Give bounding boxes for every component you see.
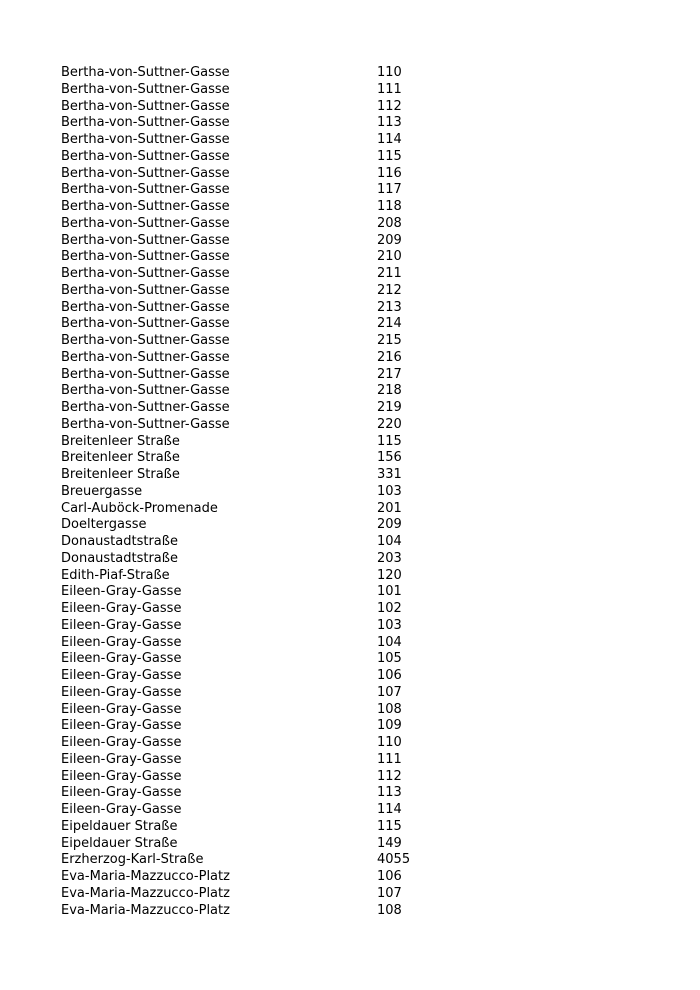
list-item [61,769,481,786]
street-name: Eileen-Gray-Gasse [61,601,182,616]
list-item [61,752,481,769]
list-item [61,852,481,869]
house-number: 111 [377,81,402,97]
list-item [61,568,481,585]
list-item [61,501,481,518]
list-item [61,869,481,886]
street-name: Eileen-Gray-Gasse [61,668,182,683]
street-name: Eileen-Gray-Gasse [61,684,182,700]
house-number: 112 [377,768,402,784]
list-item [61,450,481,467]
list-item [61,484,481,501]
house-number: 117 [377,182,402,198]
house-number: 115 [377,818,402,834]
house-number: 209 [377,232,402,248]
house-number: 111 [377,751,402,767]
street-name: Eva-Maria-Mazzucco-Platz [61,869,230,884]
street-name: Bertha-von-Suttner-Gasse [61,282,230,298]
list-item [61,601,481,618]
house-number: 105 [377,651,402,667]
street-name: Eileen-Gray-Gasse [61,768,182,784]
list-item [61,316,481,333]
house-number: 106 [377,668,402,683]
list-item [61,517,481,534]
street-name: Bertha-von-Suttner-Gasse [61,266,230,281]
street-name: Bertha-von-Suttner-Gasse [61,333,230,348]
list-item [61,400,481,417]
street-name: Bertha-von-Suttner-Gasse [61,182,230,198]
street-name: Carl-Auböck-Promenade [61,500,218,516]
house-number: 220 [377,416,402,432]
street-name: Eipeldauer Straße [61,818,178,834]
list-item [61,618,481,635]
street-name: Bertha-von-Suttner-Gasse [61,316,230,332]
street-name: Eileen-Gray-Gasse [61,718,182,734]
list-item [61,702,481,719]
list-item [61,886,481,903]
list-item [61,350,481,367]
list-item [61,467,481,484]
street-name: Bertha-von-Suttner-Gasse [61,115,230,131]
list-item [61,651,481,668]
list-item [61,333,481,350]
house-number: 116 [377,165,402,181]
street-name: Bertha-von-Suttner-Gasse [61,249,230,265]
list-item [61,836,481,853]
list-item [61,434,481,451]
list-item [61,668,481,685]
street-name: Bertha-von-Suttner-Gasse [61,148,230,164]
house-number: 203 [377,550,402,566]
street-name: Eva-Maria-Mazzucco-Platz [61,885,230,901]
house-number: 211 [377,266,402,281]
house-number: 108 [377,902,402,918]
list-item [61,166,481,183]
street-name: Bertha-von-Suttner-Gasse [61,98,230,114]
house-number: 213 [377,299,402,315]
house-number: 113 [377,785,402,801]
street-name: Edith-Piaf-Straße [61,567,170,583]
list-item [61,82,481,99]
house-number: 210 [377,249,402,265]
street-name: Bertha-von-Suttner-Gasse [61,349,230,365]
street-name: Bertha-von-Suttner-Gasse [61,299,230,315]
list-item [61,199,481,216]
street-name: Eileen-Gray-Gasse [61,785,182,801]
list-item [61,149,481,166]
house-number: 115 [377,433,402,449]
street-name: Bertha-von-Suttner-Gasse [61,199,230,214]
house-number: 217 [377,366,402,382]
house-number: 109 [377,718,402,734]
street-name: Bertha-von-Suttner-Gasse [61,366,230,382]
house-number: 113 [377,115,402,131]
house-number: 115 [377,148,402,164]
list-item [61,283,481,300]
list-item [61,115,481,132]
list-item [61,635,481,652]
list-item [61,182,481,199]
house-number: 110 [377,735,402,750]
house-number: 114 [377,132,402,147]
street-name: Doeltergasse [61,517,147,533]
list-item [61,383,481,400]
list-item [61,417,481,434]
street-name: Eva-Maria-Mazzucco-Platz [61,902,230,918]
house-number: 107 [377,684,402,700]
house-number: 149 [377,835,402,851]
street-name: Donaustadtstraße [61,550,178,566]
house-number: 102 [377,601,402,616]
list-item [61,819,481,836]
house-number: 216 [377,349,402,365]
street-name: Bertha-von-Suttner-Gasse [61,81,230,97]
street-name: Bertha-von-Suttner-Gasse [61,383,230,399]
street-list [61,65,481,919]
street-name: Bertha-von-Suttner-Gasse [61,215,230,231]
list-item [61,367,481,384]
house-number: 104 [377,534,402,549]
street-name: Eileen-Gray-Gasse [61,584,182,600]
street-name: Bertha-von-Suttner-Gasse [61,65,230,80]
street-name: Breitenleer Straße [61,433,180,449]
list-item [61,802,481,819]
house-number: 201 [377,500,402,516]
house-number: 103 [377,483,402,499]
house-number: 110 [377,65,402,80]
street-name: Eileen-Gray-Gasse [61,802,182,817]
street-name: Bertha-von-Suttner-Gasse [61,165,230,181]
list-item [61,718,481,735]
house-number: 156 [377,450,402,466]
street-name: Breitenleer Straße [61,467,180,482]
house-number: 107 [377,885,402,901]
house-number: 219 [377,400,402,415]
list-item [61,903,481,920]
house-number: 108 [377,701,402,717]
street-name: Donaustadtstraße [61,534,178,549]
list-item [61,132,481,149]
street-name: Eipeldauer Straße [61,835,178,851]
house-number: 103 [377,617,402,633]
house-number: 218 [377,383,402,399]
house-number: 209 [377,517,402,533]
street-name: Eileen-Gray-Gasse [61,634,182,650]
list-item [61,584,481,601]
house-number: 331 [377,467,402,482]
street-name: Eileen-Gray-Gasse [61,651,182,667]
street-name: Bertha-von-Suttner-Gasse [61,400,230,415]
list-item [61,216,481,233]
house-number: 112 [377,98,402,114]
street-name: Breuergasse [61,483,143,499]
house-number: 118 [377,199,402,214]
list-item [61,551,481,568]
house-number: 4055 [377,852,411,868]
street-name: Breitenleer Straße [61,450,180,466]
house-number: 215 [377,333,402,348]
house-number: 104 [377,634,402,650]
list-item [61,266,481,283]
house-number: 120 [377,567,402,583]
street-name: Eileen-Gray-Gasse [61,701,182,717]
street-name: Bertha-von-Suttner-Gasse [61,232,230,248]
street-name: Eileen-Gray-Gasse [61,751,182,767]
list-item [61,685,481,702]
list-item [61,65,481,82]
list-item [61,99,481,116]
list-item [61,534,481,551]
street-name: Eileen-Gray-Gasse [61,735,182,750]
list-item [61,735,481,752]
street-name: Eileen-Gray-Gasse [61,617,182,633]
street-name: Bertha-von-Suttner-Gasse [61,416,230,432]
house-number: 212 [377,282,402,298]
list-item [61,249,481,266]
house-number: 101 [377,584,402,600]
list-item [61,300,481,317]
house-number: 208 [377,215,402,231]
street-name: Erzherzog-Karl-Straße [61,852,204,868]
list-item [61,785,481,802]
list-item [61,233,481,250]
house-number: 214 [377,316,402,332]
house-number: 106 [377,869,402,884]
house-number: 114 [377,802,402,817]
street-name: Bertha-von-Suttner-Gasse [61,132,230,147]
